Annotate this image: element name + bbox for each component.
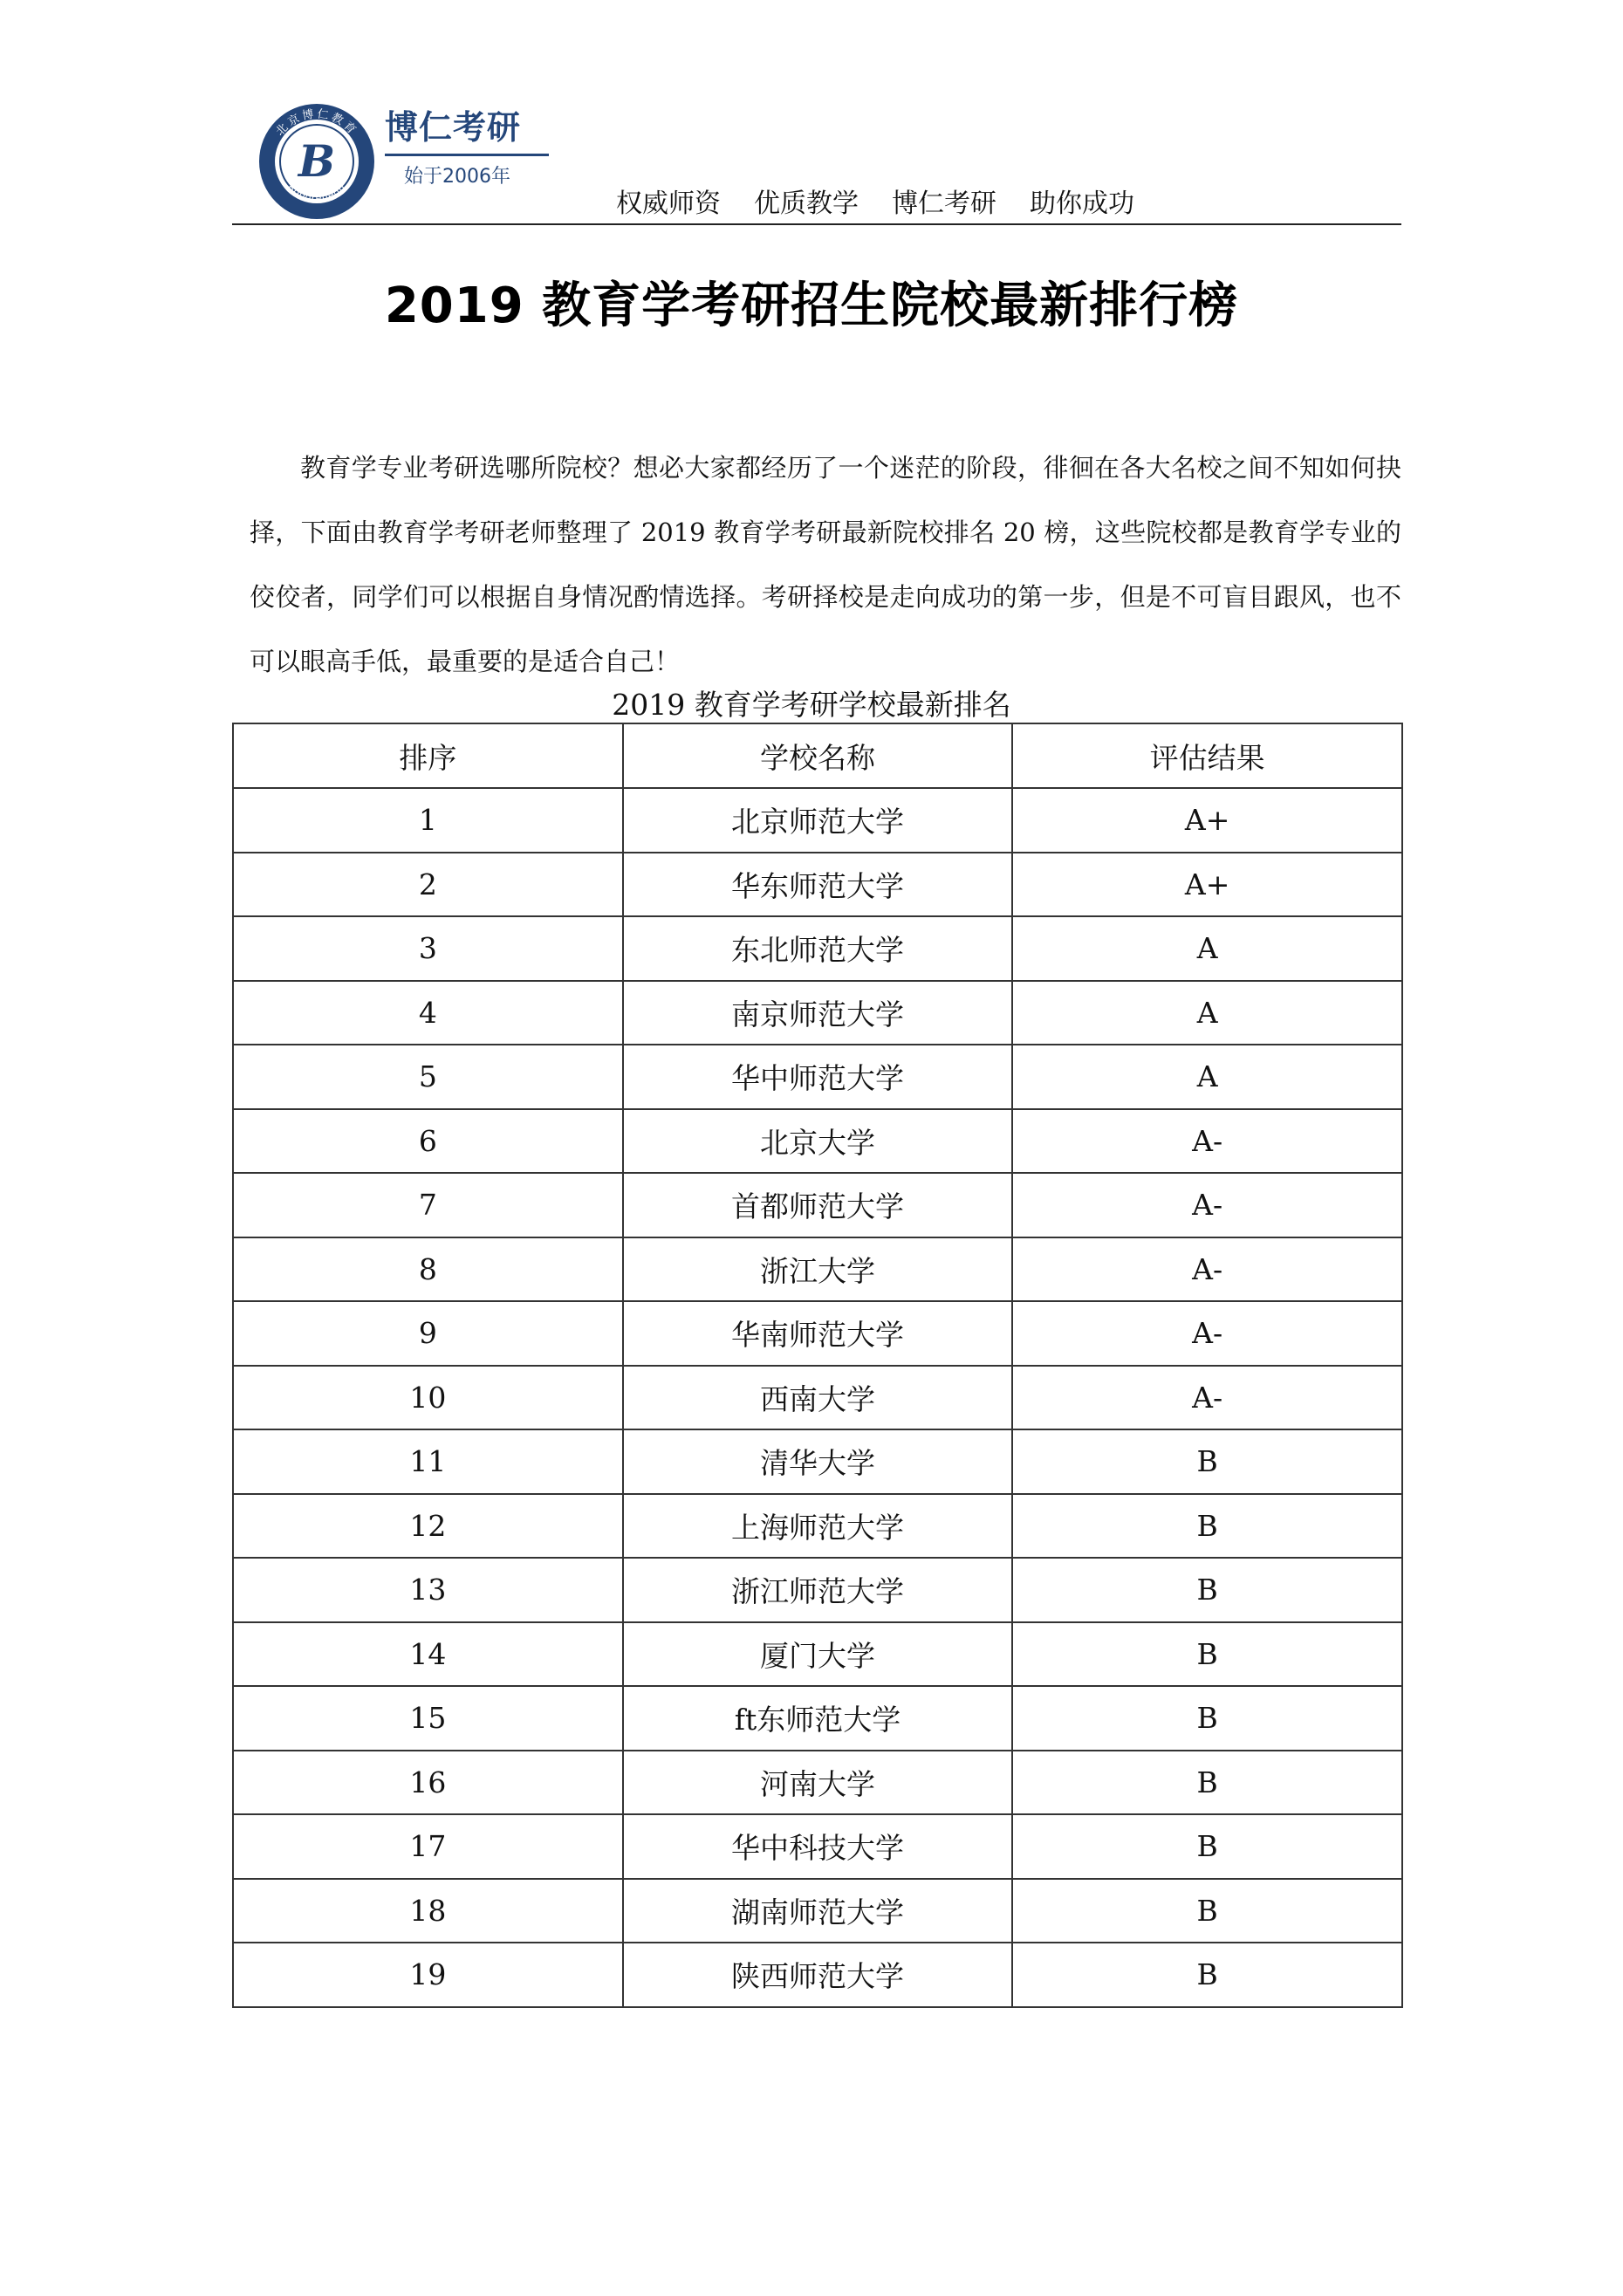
- school-name-cell: 上海师范大学: [623, 1494, 1013, 1559]
- rating-cell: A+: [1012, 853, 1402, 917]
- rank-cell: 18: [233, 1879, 623, 1943]
- slogan-3: 博仁考研: [892, 188, 996, 219]
- table-caption: 2019 教育学考研学校最新排名: [612, 688, 1011, 722]
- table-row: [233, 1622, 1402, 1687]
- rating-cell: B: [1012, 1558, 1402, 1622]
- rating-cell: A+: [1012, 788, 1402, 853]
- table-row: [233, 1558, 1402, 1622]
- page-title: 2019 教育学考研招生院校最新排行榜: [384, 278, 1239, 334]
- rating-cell: A-: [1012, 1366, 1402, 1430]
- table-row: [233, 1045, 1402, 1109]
- rank-cell: 12: [233, 1494, 623, 1559]
- brand-since: 始于2006年: [404, 166, 510, 188]
- school-name-cell: 西南大学: [623, 1366, 1013, 1430]
- rating-cell: B: [1012, 1879, 1402, 1943]
- rating-cell: A: [1012, 916, 1402, 981]
- table-row: [233, 1301, 1402, 1366]
- school-name-cell: 湖南师范大学: [623, 1879, 1013, 1943]
- slogan-4: 助你成功: [1030, 188, 1134, 219]
- table-row: [233, 1814, 1402, 1879]
- rank-cell: 2: [233, 853, 623, 917]
- rating-cell: B: [1012, 1751, 1402, 1815]
- table-row: [233, 1429, 1402, 1494]
- school-name-cell: 厦门大学: [623, 1622, 1013, 1687]
- table-row: [233, 853, 1402, 917]
- seal-letter: B: [298, 135, 336, 187]
- slogan-2: 优质教学: [754, 188, 859, 219]
- intro-paragraph: 教育学专业考研选哪所院校？想必大家都经历了一个迷茫的阶段，徘徊在各大名校之间不知如何抉择，下面由教育学考研老师整理了 2019 教育学考研最新院校排名 20 榜，这些院校都是教育学专业的佼佼者，同学们可以根据自身情况酌情选择。考研择校是走向成功的第一步，但是不可盲目跟风，也不可以眼高手低，最重要的是适合自己！: [250, 453, 1401, 676]
- school-name-cell: 南京师范大学: [623, 981, 1013, 1045]
- rank-cell: 11: [233, 1429, 623, 1494]
- rating-cell: B: [1012, 1686, 1402, 1751]
- table-header-row: [233, 723, 1402, 788]
- school-name-cell: 华中师范大学: [623, 1045, 1013, 1109]
- table-row: [233, 788, 1402, 853]
- table-row: [233, 916, 1402, 981]
- rank-cell: 14: [233, 1622, 623, 1687]
- rating-cell: A-: [1012, 1109, 1402, 1174]
- table-row: [233, 1366, 1402, 1430]
- slogan-bar: [616, 182, 1168, 220]
- school-name-cell: 华东师范大学: [623, 853, 1013, 917]
- ranking-table-body: [233, 788, 1402, 2007]
- slogan-1: 权威师资: [616, 188, 721, 219]
- brand-seal-logo: [257, 101, 377, 222]
- rank-cell: 8: [233, 1237, 623, 1302]
- seal-ring-text: 北京博仁教育: [273, 107, 360, 139]
- table-row: [233, 1751, 1402, 1815]
- rating-cell: A: [1012, 1045, 1402, 1109]
- brand-block: [385, 108, 559, 188]
- table-row: [233, 1686, 1402, 1751]
- column-header-rank: 排序: [233, 723, 623, 788]
- rating-cell: A-: [1012, 1237, 1402, 1302]
- rank-cell: 19: [233, 1943, 623, 2007]
- rank-cell: 13: [233, 1558, 623, 1622]
- rank-cell: 9: [233, 1301, 623, 1366]
- page-header: [232, 94, 1401, 225]
- rank-cell: 3: [233, 916, 623, 981]
- rating-cell: B: [1012, 1814, 1402, 1879]
- seal-bottom-text: Boborenedu: [284, 182, 349, 204]
- rank-cell: 6: [233, 1109, 623, 1174]
- rating-cell: B: [1012, 1622, 1402, 1687]
- rank-cell: 1: [233, 788, 623, 853]
- table-row: [233, 1237, 1402, 1302]
- table-row: [233, 981, 1402, 1045]
- school-name-cell: 清华大学: [623, 1429, 1013, 1494]
- rating-cell: B: [1012, 1494, 1402, 1559]
- school-name-cell: 华南师范大学: [623, 1301, 1013, 1366]
- school-name-cell: 东北师范大学: [623, 916, 1013, 981]
- school-name-cell: 北京大学: [623, 1109, 1013, 1174]
- rank-cell: 4: [233, 981, 623, 1045]
- column-header-result: 评估结果: [1012, 723, 1402, 788]
- ranking-table: [232, 723, 1403, 2008]
- rating-cell: A-: [1012, 1173, 1402, 1237]
- school-name-cell: 首都师范大学: [623, 1173, 1013, 1237]
- school-name-cell: 浙江大学: [623, 1237, 1013, 1302]
- header-divider: [232, 223, 1401, 225]
- table-row: [233, 1109, 1402, 1174]
- rank-cell: 15: [233, 1686, 623, 1751]
- brand-underline: [385, 154, 549, 156]
- rank-cell: 17: [233, 1814, 623, 1879]
- rank-cell: 7: [233, 1173, 623, 1237]
- rating-cell: B: [1012, 1429, 1402, 1494]
- table-row: [233, 1173, 1402, 1237]
- school-name-cell: 华中科技大学: [623, 1814, 1013, 1879]
- rating-cell: A: [1012, 981, 1402, 1045]
- school-name-cell: 北京师范大学: [623, 788, 1013, 853]
- school-name-cell: 河南大学: [623, 1751, 1013, 1815]
- school-name-cell: ft东师范大学: [623, 1686, 1013, 1751]
- school-name-cell: 浙江师范大学: [623, 1558, 1013, 1622]
- rating-cell: A-: [1012, 1301, 1402, 1366]
- rank-cell: 16: [233, 1751, 623, 1815]
- table-row: [233, 1494, 1402, 1559]
- rank-cell: 10: [233, 1366, 623, 1430]
- school-name-cell: 陕西师范大学: [623, 1943, 1013, 2007]
- brand-name: 博仁考研: [385, 107, 522, 147]
- rating-cell: B: [1012, 1943, 1402, 2007]
- rank-cell: 5: [233, 1045, 623, 1109]
- table-row: [233, 1879, 1402, 1943]
- column-header-school: 学校名称: [623, 723, 1013, 788]
- table-row: [233, 1943, 1402, 2007]
